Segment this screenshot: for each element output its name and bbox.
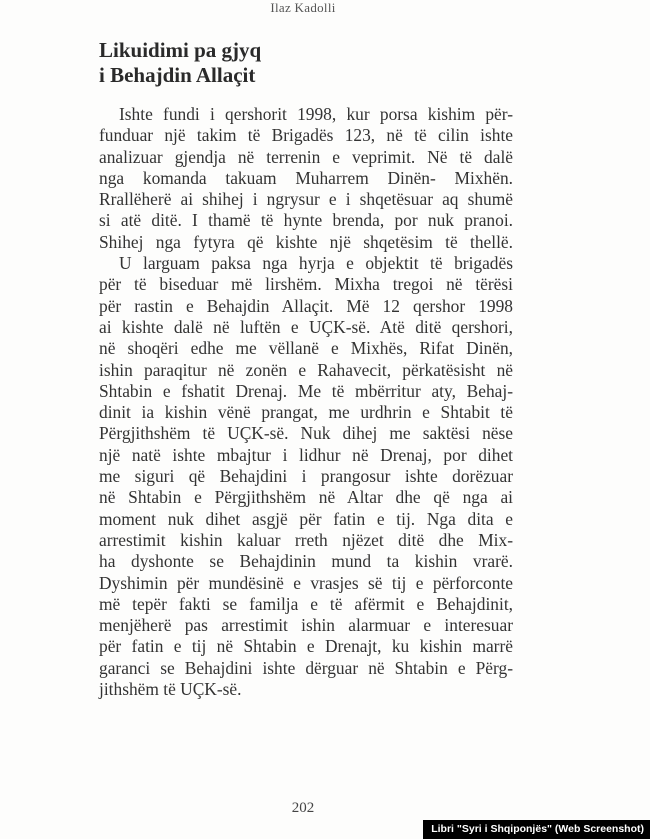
text-line: Ishte fundi i qershorit 1998, kur porsa kishim për-: [119, 104, 513, 124]
text-line: ha dyshonte se Behajdinin mund ta kishin vrarë.: [99, 551, 513, 572]
text-line: funduar një takim të Brigadës 123, në të cilin ishte: [99, 125, 513, 146]
text-line: jithshëm të UÇK-së.: [99, 679, 242, 700]
text-line: për fatin e tij në Shtabin e Drenajt, ku kishin marrë: [99, 636, 513, 657]
text-line: dinit ia kishin vënë prangat, me urdhrin e Shtabit të: [99, 402, 513, 423]
text-line: U larguam paksa nga hyrja e objektit të brigadës: [119, 253, 513, 274]
text-line: Rrallëherë ai shihej i ngrysur e i shqetësuar aq shumë: [99, 189, 513, 210]
running-head: Ilaz Kadolli: [270, 0, 336, 15]
text-line: një natë ishte mbajtur i lidhur në Drenaj, por dihet: [99, 444, 513, 465]
text-line: menjëherë pas arrestimit ishin alarmuar e interesuar: [99, 615, 513, 636]
text-line: garanci se Behajdini ishte dërguar në Shtabin e Përg-: [99, 657, 513, 678]
text-line: ai kishte dalë në luftën e UÇK-së. Atë ditë qershori,: [99, 316, 513, 337]
text-line: më tepër fakti se familja e të afërmit e Behajdinit,: [99, 593, 513, 614]
chapter-title: [99, 38, 261, 88]
text-line: për rastin e Behajdin Allaçit. Më 12 qershor 1998: [99, 295, 513, 316]
image-credit: Libri "Syri i Shqiponjës" (Web Screenshot): [423, 820, 650, 839]
text-line: Dyshimin për mundësinë e vrasjes së tij e përforconte: [99, 572, 513, 593]
text-line: Shihej nga fytyra që kishte një shqetësim të thellë.: [99, 231, 513, 252]
text-line: në Shtabin e Përgjithshëm në Altar dhe që nga ai: [99, 487, 513, 508]
text-line: arrestimit kishin kaluar rreth njëzet ditë dhe Mix-: [99, 529, 513, 550]
text-line: Shtabin e fshatit Drenaj. Me të mbërritur aty, Behaj-: [99, 380, 513, 401]
text-line: ishin paraqitur në zonën e Rahavecit, përkatësisht në: [99, 359, 513, 380]
chapter-title-line: i Behajdin Allaçit: [99, 63, 256, 87]
paragraph: [99, 253, 513, 700]
text-line: në shoqëri edhe me vëllanë e Mixhës, Rifat Dinën,: [99, 338, 513, 359]
text-line: moment nuk dihet asgjë për fatin e tij. Nga dita e: [99, 508, 513, 529]
text-line: Përgjithshëm të UÇK-së. Nuk dihej me saktësi nëse: [99, 423, 513, 444]
paragraph: [99, 104, 513, 253]
text-line: analizuar gjendja në terrenin e veprimit. Në të dalë: [99, 146, 513, 167]
chapter-title-line: Likuidimi pa gjyq: [99, 38, 262, 62]
text-line: si atë ditë. I thamë të hynte brenda, por nuk pranoi.: [99, 210, 513, 231]
body-text: [99, 104, 513, 700]
text-line: me siguri që Behajdini i prangosur ishte dorëzuar: [99, 466, 513, 487]
page-number: 202: [291, 800, 315, 816]
text-line: nga komanda takuam Muharrem Dinën- Mixhën.: [99, 167, 513, 188]
text-line: për të biseduar më lirshëm. Mixha tregoi në tërësi: [99, 274, 513, 295]
